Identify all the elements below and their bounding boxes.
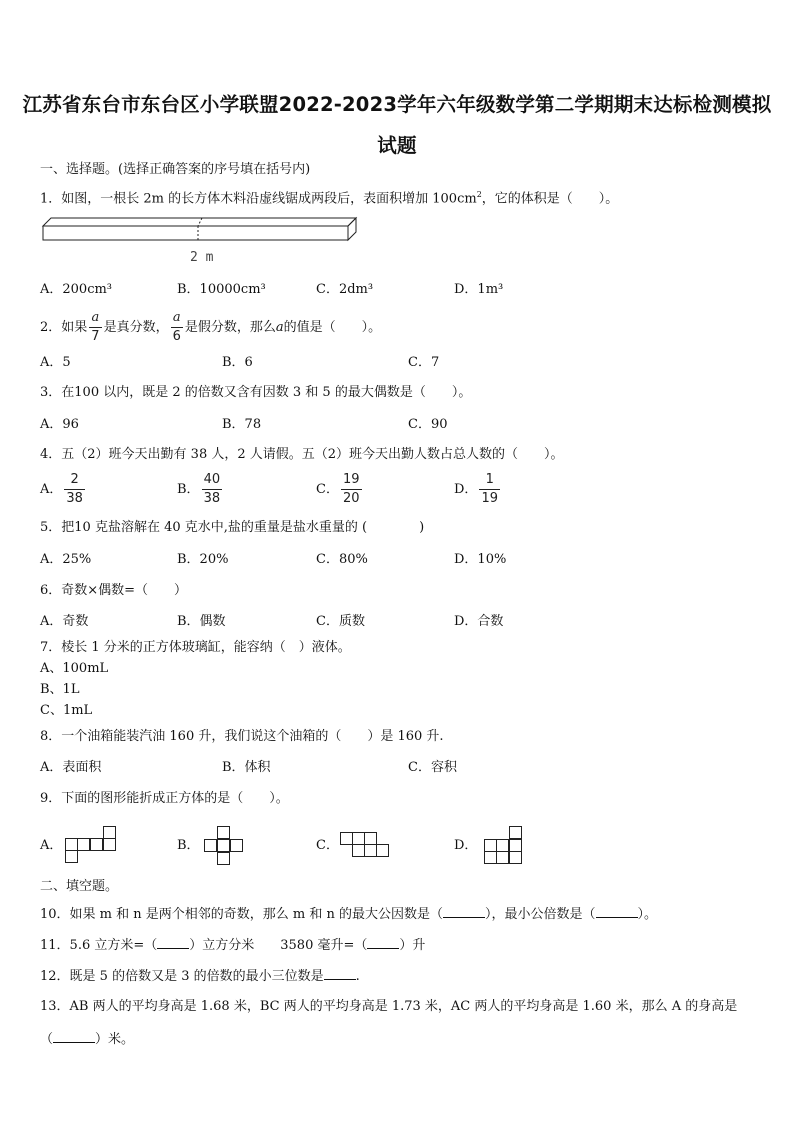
cube-net-c <box>340 832 392 858</box>
question-11: 11．5.6 立方米=（ ）立方分米 3580 毫升=（ ）升 <box>40 935 425 955</box>
question-6-text: 6．奇数×偶数=（ ） <box>40 583 188 598</box>
question-6-option-c[interactable]: C．质数 <box>316 614 365 629</box>
question-2-variable: a <box>275 319 284 335</box>
cube-net-b <box>204 826 244 866</box>
question-1-text-pre: 1．如图，一根长 2m 的长方体木料沿虚线锯成两段后，表面积增加 100cm <box>40 191 477 207</box>
question-2 <box>40 310 381 345</box>
question-2-text-pre: 2．如果 <box>40 319 88 335</box>
question-7-option-a[interactable]: A、100mL <box>40 661 109 676</box>
question-3-text: 3．在100 以内，既是 2 的倍数又含有因数 3 和 5 的最大偶数是（ ）。 <box>40 385 472 400</box>
question-2-fraction-2: $\frac{a}{6}$ <box>172 310 181 344</box>
figure-length-label: 2 m <box>190 250 214 265</box>
wood-beam-figure <box>42 214 362 246</box>
option-b-fraction: $\frac{40}{38}$ <box>203 472 221 506</box>
question-9-option-a[interactable]: A． <box>40 838 63 853</box>
question-6-option-d[interactable]: D．合数 <box>454 614 504 629</box>
question-5-option-b[interactable]: B．20% <box>177 552 229 567</box>
question-1-option-d[interactable]: D．1m³ <box>454 282 504 297</box>
question-5-option-d[interactable]: D．10% <box>454 552 507 567</box>
question-6-option-b[interactable]: B．偶数 <box>177 614 226 629</box>
question-1-superscript: 2 <box>476 190 482 199</box>
question-5-text: 5．把10 克盐溶解在 40 克水中,盐的重量是盐水重量的 ( ) <box>40 520 425 535</box>
question-2-option-c[interactable]: C．7 <box>408 355 440 370</box>
option-c-fraction: $\frac{19}{20}$ <box>342 472 360 506</box>
question-1 <box>40 186 618 208</box>
question-8-option-c[interactable]: C．容积 <box>408 760 457 775</box>
question-7-option-b[interactable]: B、1L <box>40 682 80 697</box>
question-4-option-c[interactable]: C． $\frac{19}{20}$ <box>316 472 360 506</box>
document-title-line2: 试题 <box>377 134 417 157</box>
question-4-option-d[interactable]: D． $\frac{1}{19}$ <box>454 472 498 506</box>
question-6-option-a[interactable]: A．奇数 <box>40 614 89 629</box>
question-4-option-b[interactable]: B． $\frac{40}{38}$ <box>177 472 221 506</box>
option-a-fraction: $\frac{2}{38}$ <box>66 472 83 506</box>
question-1-text-post: ，它的体积是（ ）。 <box>481 191 619 207</box>
question-1-option-c[interactable]: C．2dm³ <box>316 282 374 297</box>
question-1-option-a[interactable]: A．200cm³ <box>40 282 113 297</box>
question-1-option-b[interactable]: B．10000cm³ <box>177 282 266 297</box>
answer-blank[interactable] <box>443 904 485 918</box>
question-2-option-a[interactable]: A．5 <box>40 355 71 370</box>
answer-blank[interactable] <box>157 935 189 949</box>
document-title-line1: 江苏省东台市东台区小学联盟2022-2023学年六年级数学第二学期期末达标检测模拟 <box>22 93 772 116</box>
question-3-option-a[interactable]: A．96 <box>40 417 79 432</box>
question-2-option-b[interactable]: B．6 <box>222 355 253 370</box>
question-7-option-c[interactable]: C、1mL <box>40 703 93 718</box>
question-4-option-a[interactable]: A． $\frac{2}{38}$ <box>40 472 83 506</box>
question-8-option-b[interactable]: B．体积 <box>222 760 271 775</box>
question-13-line1: 13．AB 两人的平均身高是 1.68 米，BC 两人的平均身高是 1.73 米，AC 两人的平均身高是 1.60 米，那么 A 的身高是 <box>40 999 738 1014</box>
question-2-fraction-1: $\frac{a}{7}$ <box>91 310 100 344</box>
question-8-option-a[interactable]: A．表面积 <box>40 760 102 775</box>
question-3-option-c[interactable]: C．90 <box>408 417 448 432</box>
question-5-option-c[interactable]: C．80% <box>316 552 368 567</box>
answer-blank[interactable] <box>596 904 638 918</box>
question-10: 10．如果 m 和 n 是两个相邻的奇数，那么 m 和 n 的最大公因数是（ ），最小公倍数是（ ）。 <box>40 904 657 924</box>
question-8-text: 8．一个油箱能装汽油 160 升，我们说这个油箱的（ ）是 160 升. <box>40 729 444 744</box>
answer-blank[interactable] <box>367 935 399 949</box>
question-4-text: 4．五（2）班今天出勤有 38 人，2 人请假。五（2）班今天出勤人数占总人数的（ ）。 <box>40 447 564 462</box>
option-d-fraction: $\frac{1}{19}$ <box>481 472 498 506</box>
cube-net-d <box>484 826 524 866</box>
question-12: 12．既是 5 的倍数又是 3 的倍数的最小三位数是 . <box>40 966 360 986</box>
question-2-text-mid: 是真分数， <box>103 319 169 335</box>
section-heading-choice: 一、选择题。(选择正确答案的序号填在括号内) <box>40 162 311 177</box>
answer-blank[interactable] <box>53 1029 95 1043</box>
question-9-option-d[interactable]: D． <box>454 838 478 853</box>
answer-blank[interactable] <box>324 966 356 980</box>
question-2-text-post: 的值是（ ）。 <box>283 319 382 335</box>
cube-net-a <box>65 826 117 864</box>
question-9-option-b[interactable]: B． <box>177 838 200 853</box>
question-7-text: 7．棱长 1 分米的正方体玻璃缸，能容纳（ ）液体。 <box>40 640 351 655</box>
question-2-text-mid2: 是假分数，那么 <box>184 319 276 335</box>
question-9-text: 9．下面的图形能折成正方体的是（ ）。 <box>40 791 289 806</box>
section-heading-fill-in: 二、填空题。 <box>40 879 119 894</box>
question-5-option-a[interactable]: A．25% <box>40 552 92 567</box>
question-3-option-b[interactable]: B．78 <box>222 417 262 432</box>
question-9-option-c[interactable]: C． <box>316 838 339 853</box>
question-13-line2: （ ）米。 <box>40 1029 134 1049</box>
